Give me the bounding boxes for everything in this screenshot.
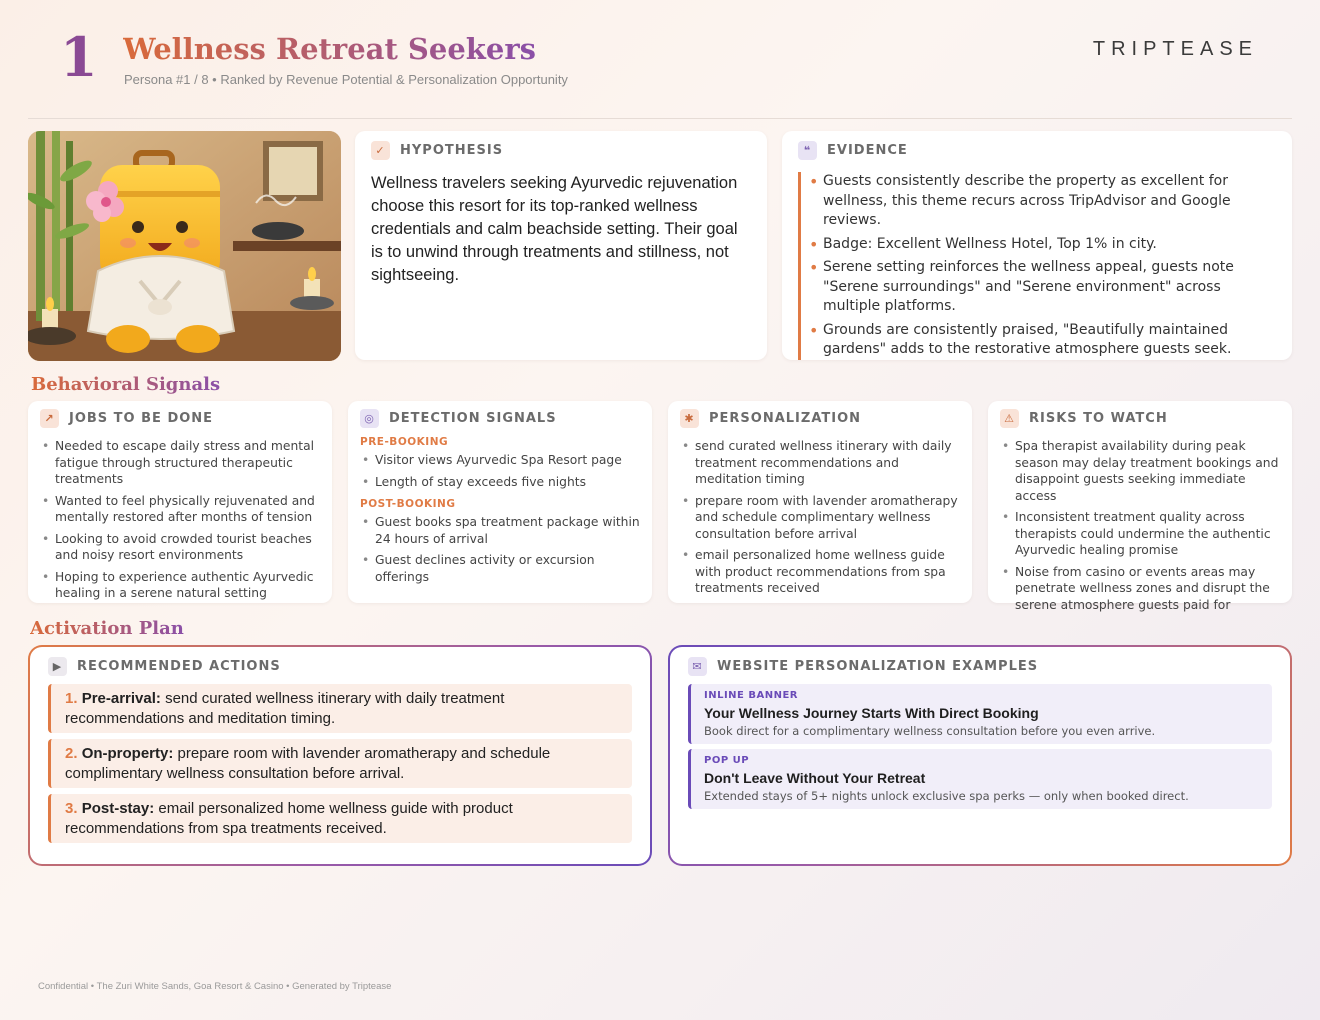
detection-card	[348, 401, 652, 603]
mail-icon: ✉	[688, 657, 707, 676]
action-label: On-property:	[81, 745, 174, 762]
warning-icon: ⚠	[1000, 409, 1019, 428]
list-item: • Guest declines activity or excursion offerings	[360, 552, 640, 585]
brand-logo: TRIPTEASE	[1092, 38, 1258, 60]
list-item: • Visitor views Ayurvedic Spa Resort page	[360, 452, 640, 469]
page-subtitle: Persona #1 / 8 • Ranked by Revenue Potential & Personalization Opportunity	[124, 72, 568, 87]
list-item: • Spa therapist availability during peak season may delay treatment bookings and disappoint guests seeking immediate access	[1000, 438, 1280, 504]
header-divider	[28, 118, 1292, 119]
jobs-list	[40, 438, 320, 602]
quote-icon: ❝	[798, 141, 817, 160]
evidence-item: • Guests consistently describe the property as excellent for wellness, this theme recurs across TripAdvisor and Google reviews.	[823, 172, 1276, 231]
persona-illustration	[28, 131, 341, 361]
suitcase-mascot-illustration	[28, 131, 341, 361]
website-personalization-panel	[668, 645, 1292, 866]
behavioral-signals-title: Behavioral Signals	[31, 374, 221, 395]
action-item	[48, 794, 632, 843]
action-text: email personalized home wellness guide with product recommendations from spa treatments received.	[65, 800, 513, 837]
list-item: • Hoping to experience authentic Ayurvedic healing in a serene natural setting	[40, 569, 320, 602]
page-title: Wellness Retreat Seekers	[123, 32, 536, 66]
personalization-card	[668, 401, 972, 603]
jobs-heading	[40, 409, 320, 428]
list-item: • Noise from casino or events areas may penetrate wellness zones and disrupt the serene atmosphere guests paid for	[1000, 564, 1280, 614]
list-item: • Guest books spa treatment package within 24 hours of arrival	[360, 514, 640, 547]
jobs-heading-label: JOBS TO BE DONE	[69, 411, 214, 426]
actions-heading	[48, 657, 281, 676]
risks-heading	[1000, 409, 1280, 428]
evidence-heading-label: EVIDENCE	[827, 143, 908, 158]
pre-booking-label: PRE-BOOKING	[360, 436, 449, 448]
list-item: • Length of stay exceeds five nights	[360, 474, 640, 491]
action-text: prepare room with lavender aromatherapy and schedule complimentary wellness consultation before arrival.	[65, 745, 551, 782]
action-text: send curated wellness itinerary with daily treatment recommendations and meditation timing.	[65, 690, 505, 727]
list-item: • prepare room with lavender aromatherapy and schedule complimentary wellness consultation before arrival	[680, 493, 960, 543]
personalization-heading-label: PERSONALIZATION	[709, 411, 862, 426]
check-icon: ✓	[371, 141, 390, 160]
action-number: 2.	[65, 745, 78, 762]
activation-plan-title: Activation Plan	[30, 618, 184, 639]
recommended-actions-panel	[28, 645, 652, 866]
example-type: POP UP	[704, 755, 750, 766]
page-footer: Confidential • The Zuri White Sands, Goa Resort & Casino • Generated by Triptease	[38, 981, 392, 992]
actions-heading-label: RECOMMENDED ACTIONS	[77, 659, 281, 674]
evidence-item: • Serene setting reinforces the wellness appeal, guests note "Serene surroundings" and "Serene environment" across multiple platforms.	[823, 258, 1276, 317]
list-item: • Needed to escape daily stress and mental fatigue through structured therapeutic treatments	[40, 438, 320, 488]
post-booking-list	[360, 514, 640, 585]
detection-heading-label: DETECTION SIGNALS	[389, 411, 557, 426]
personalization-list	[680, 438, 960, 597]
example-title: Your Wellness Journey Starts With Direct Booking	[704, 705, 1039, 721]
website-example-inline-banner	[688, 684, 1272, 744]
list-item: • send curated wellness itinerary with daily treatment recommendations and meditation timing	[680, 438, 960, 488]
action-label: Pre-arrival:	[81, 690, 161, 707]
action-item	[48, 684, 632, 733]
jobs-card	[28, 401, 332, 603]
sparkle-icon: ✱	[680, 409, 699, 428]
play-icon: ▶	[48, 657, 67, 676]
website-heading	[688, 657, 1038, 676]
example-description: Book direct for a complimentary wellness consultation before you even arrive.	[704, 724, 1156, 738]
action-number: 3.	[65, 800, 78, 817]
action-label: Post-stay:	[81, 800, 155, 817]
hypothesis-heading-label: HYPOTHESIS	[400, 143, 504, 158]
action-item	[48, 739, 632, 788]
evidence-list	[798, 172, 1276, 360]
list-item: • email personalized home wellness guide with product recommendations from spa treatments received	[680, 547, 960, 597]
pre-booking-list	[360, 452, 640, 490]
evidence-card	[782, 131, 1292, 360]
risks-heading-label: RISKS TO WATCH	[1029, 411, 1168, 426]
example-title: Don't Leave Without Your Retreat	[704, 770, 926, 786]
evidence-item: • Badge: Excellent Wellness Hotel, Top 1% in city.	[823, 235, 1276, 255]
persona-number: 1	[60, 25, 98, 89]
website-heading-label: WEBSITE PERSONALIZATION EXAMPLES	[717, 659, 1039, 674]
evidence-item: • Grounds are consistently praised, "Beautifully maintained gardens" adds to the restorative atmosphere guests seek.	[823, 321, 1276, 360]
evidence-heading	[798, 141, 1276, 160]
example-type: INLINE BANNER	[704, 690, 798, 701]
post-booking-label: POST-BOOKING	[360, 498, 456, 510]
website-example-pop-up	[688, 749, 1272, 809]
page-header	[0, 0, 1320, 120]
personalization-heading	[680, 409, 960, 428]
hypothesis-heading	[371, 141, 751, 160]
list-item: • Inconsistent treatment quality across therapists could undermine the authentic Ayurvedic healing promise	[1000, 509, 1280, 559]
risks-list	[1000, 438, 1280, 613]
detection-heading	[360, 409, 640, 428]
radar-icon: ◎	[360, 409, 379, 428]
arrow-up-right-icon: ↗	[40, 409, 59, 428]
hypothesis-card	[355, 131, 767, 360]
risks-card	[988, 401, 1292, 612]
hypothesis-text: Wellness travelers seeking Ayurvedic rejuvenation choose this resort for its top-ranked wellness credentials and calm beachside setting. Their goal is to unwind through treatments and stillness, not sightseeing.	[371, 174, 738, 284]
list-item: • Wanted to feel physically rejuvenated and mentally restored after months of tension	[40, 493, 320, 526]
action-number: 1.	[65, 690, 78, 707]
example-description: Extended stays of 5+ nights unlock exclusive spa perks — only when booked direct.	[704, 789, 1189, 803]
list-item: • Looking to avoid crowded tourist beaches and noisy resort environments	[40, 531, 320, 564]
